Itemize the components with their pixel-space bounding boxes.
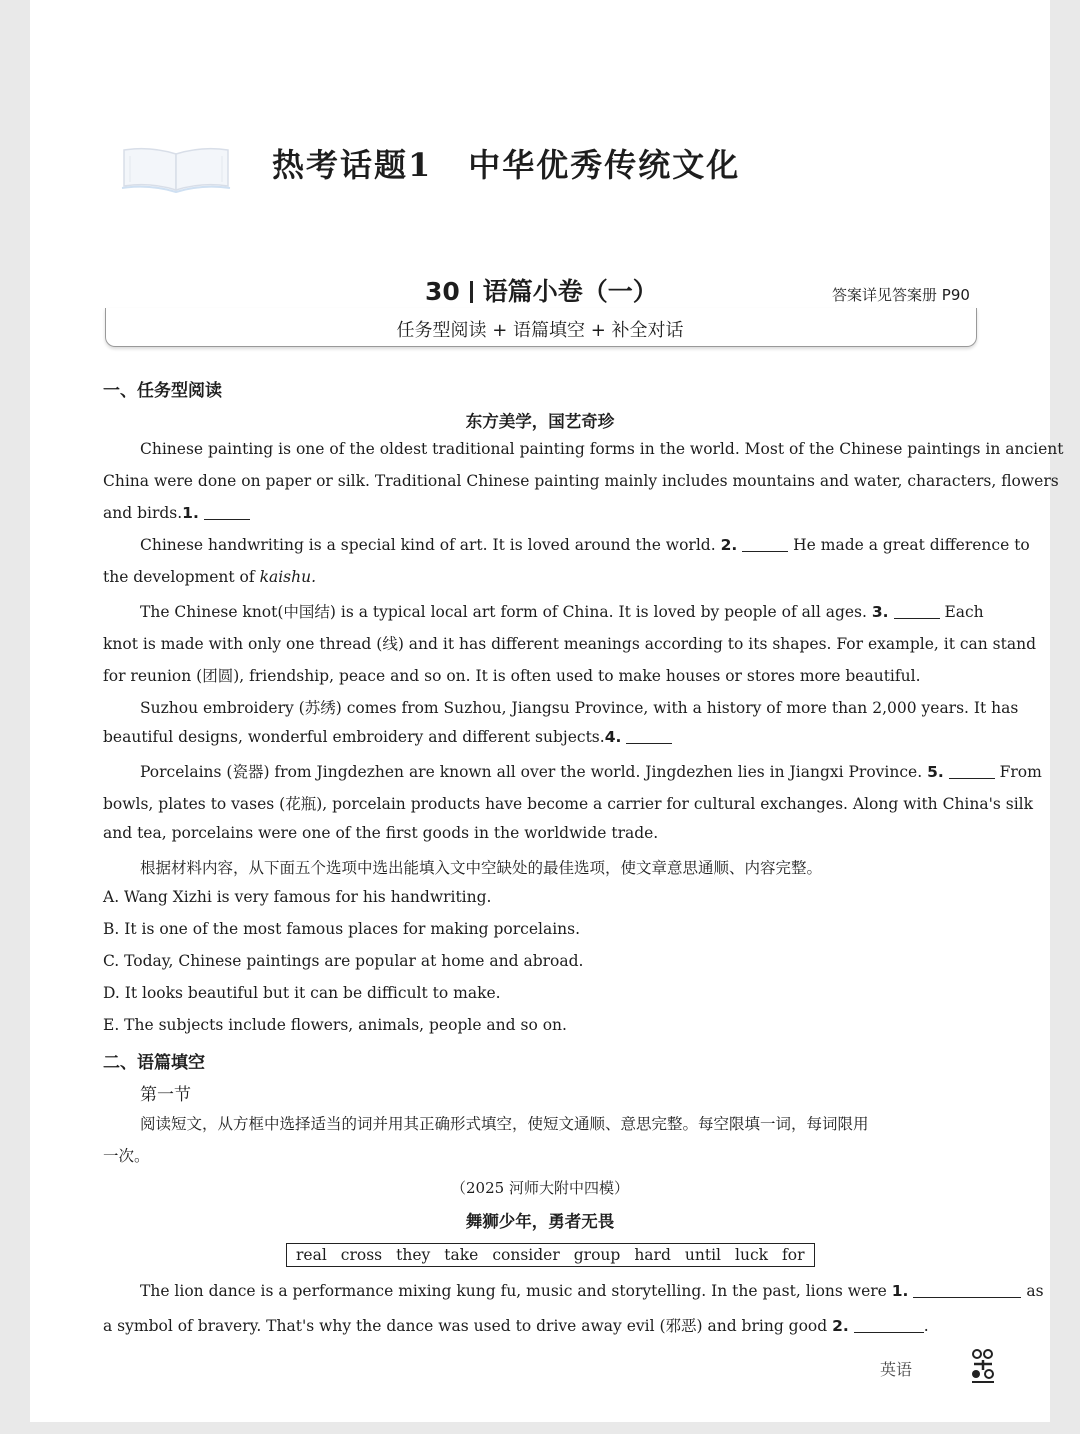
p1-line2: China were done on paper or silk. Traditional Chinese painting mainly includes mountains and water, characters, flowers xyxy=(103,472,1059,490)
lion-line1-tail: as xyxy=(1026,1282,1044,1300)
lion-line2-period: . xyxy=(923,1317,929,1335)
blank-4-line[interactable] xyxy=(626,729,672,744)
p3-line2: knot is made with only one thread (线) and it has different meanings according to its shapes. For example, it can stand xyxy=(103,635,1037,653)
p2-line1 xyxy=(140,536,1030,554)
lion-line2-text: a symbol of bravery. That's why the dance was used to drive away evil (邪恶) and bring good xyxy=(103,1317,828,1335)
word-option: cross xyxy=(340,1246,383,1264)
topic-name: 中华优秀传统文化 xyxy=(468,146,741,184)
fill-1-line[interactable] xyxy=(913,1283,1021,1298)
part2-instruction-line2: 一次。 xyxy=(103,1147,150,1165)
part1-heading: 一、任务型阅读 xyxy=(103,381,222,401)
blank-2-line[interactable] xyxy=(742,537,788,552)
word-option: until xyxy=(684,1246,721,1264)
footer-subject: 英语 xyxy=(880,1360,913,1379)
word-option: luck xyxy=(735,1246,769,1264)
fill-2-line[interactable] xyxy=(854,1318,924,1333)
p3-line1 xyxy=(140,600,984,622)
p2-line1-tail: He made a great difference to xyxy=(793,536,1030,554)
blank-5-number: 5. xyxy=(927,763,944,781)
passage2-source: （2025 河师大附中四模） xyxy=(451,1179,629,1197)
p3-line1-text: The Chinese knot(中国结) is a typical local art form of China. It is loved by people of all ages. xyxy=(140,603,867,621)
part2-subheading: 第一节 xyxy=(140,1085,191,1105)
p4-line2 xyxy=(103,728,672,746)
word-box xyxy=(286,1243,815,1267)
blank-3-line[interactable] xyxy=(894,604,940,619)
word-option: real xyxy=(296,1246,327,1264)
section-title xyxy=(425,272,658,308)
fill-2-number: 2. xyxy=(832,1317,849,1335)
p1-line1: Chinese painting is one of the oldest traditional painting forms in the world. Most of the Chinese paintings in ancient xyxy=(140,440,1064,458)
p5-line2: bowls, plates to vases (花瓶), porcelain products have become a carrier for cultural exchanges. Along with China's silk xyxy=(103,795,1034,813)
blank-1-line[interactable] xyxy=(204,505,250,520)
word-option: consider xyxy=(492,1246,560,1264)
blank-4-number: 4. xyxy=(604,728,622,746)
answer-reference: 答案详见答案册 P90 xyxy=(832,286,970,304)
blank-1-number: 1. xyxy=(182,504,199,522)
section-subtitle: 任务型阅读 + 语篇填空 + 补全对话 xyxy=(396,320,684,341)
p1-line3-text: and birds. xyxy=(103,504,183,522)
word-option: for xyxy=(782,1246,805,1264)
topic-prefix: 热考话题1 xyxy=(272,146,433,184)
kaishu-term: kaishu. xyxy=(259,568,316,586)
lion-line1-text: The lion dance is a performance mixing kung fu, music and storytelling. In the past, lions were xyxy=(140,1282,887,1300)
word-option: they xyxy=(396,1246,431,1264)
p5-line1-text: Porcelains (瓷器) from Jingdezhen are known all over the world. Jingdezhen lies in Jiangxi Province. xyxy=(140,763,923,781)
p5-line3: and tea, porcelains were one of the first goods in the worldwide trade. xyxy=(103,824,659,842)
passage2-title: 舞狮少年，勇者无畏 xyxy=(465,1212,615,1231)
option-b: B. It is one of the most famous places for making porcelains. xyxy=(103,920,581,938)
section-name: 语篇小卷（一） xyxy=(482,277,658,306)
topic-title xyxy=(272,140,740,186)
p5-line1 xyxy=(140,760,1042,782)
fill-1-number: 1. xyxy=(891,1282,909,1300)
lion-line1 xyxy=(140,1282,1044,1300)
open-book-icon xyxy=(120,142,232,194)
part2-instruction-line1: 阅读短文，从方框中选择适当的词并用其正确形式填空，使短文通顺、意思完整。每空限填一词，每词限用 xyxy=(140,1115,869,1133)
word-option: take xyxy=(444,1246,479,1264)
blank-2-number: 2. xyxy=(720,536,738,554)
blank-5-line[interactable] xyxy=(949,764,995,779)
option-e: E. The subjects include flowers, animals, people and so on. xyxy=(103,1016,567,1034)
option-a: A. Wang Xizhi is very famous for his handwriting. xyxy=(103,888,492,906)
p2-line2-text: the development of xyxy=(103,568,255,586)
p5-line1-tail: From xyxy=(999,763,1042,781)
word-option: hard xyxy=(634,1246,671,1264)
blank-3-number: 3. xyxy=(871,603,889,621)
p4-line2-text: beautiful designs, wonderful embroidery and different subjects. xyxy=(103,728,605,746)
section-number: 30 xyxy=(425,277,460,306)
title-divider xyxy=(470,281,473,303)
p4-line1: Suzhou embroidery (苏绣) comes from Suzhou, Jiangsu Province, with a history of more than 2,000 years. It has xyxy=(140,699,1019,717)
p3-line1-tail: Each xyxy=(944,603,984,621)
p2-line2 xyxy=(103,568,316,586)
lion-line2 xyxy=(103,1314,929,1336)
option-d: D. It looks beautiful but it can be difficult to make. xyxy=(103,984,501,1002)
p3-line3: for reunion (团圆), friendship, peace and so on. It is often used to make houses or stores more beautiful. xyxy=(103,667,921,685)
p2-line1-text: Chinese handwriting is a special kind of art. It is loved around the world. xyxy=(140,536,716,554)
p1-line3 xyxy=(103,504,250,522)
part1-instruction: 根据材料内容，从下面五个选项中选出能填入文中空缺处的最佳选项，使文章意思通顺、内容完整。 xyxy=(140,859,823,877)
option-c: C. Today, Chinese paintings are popular at home and abroad. xyxy=(103,952,584,970)
part2-heading: 二、语篇填空 xyxy=(103,1053,205,1073)
publisher-logo-icon xyxy=(968,1346,998,1386)
passage1-title: 东方美学，国艺奇珍 xyxy=(465,412,615,431)
document-page xyxy=(30,0,1064,1422)
word-option: group xyxy=(573,1246,621,1264)
